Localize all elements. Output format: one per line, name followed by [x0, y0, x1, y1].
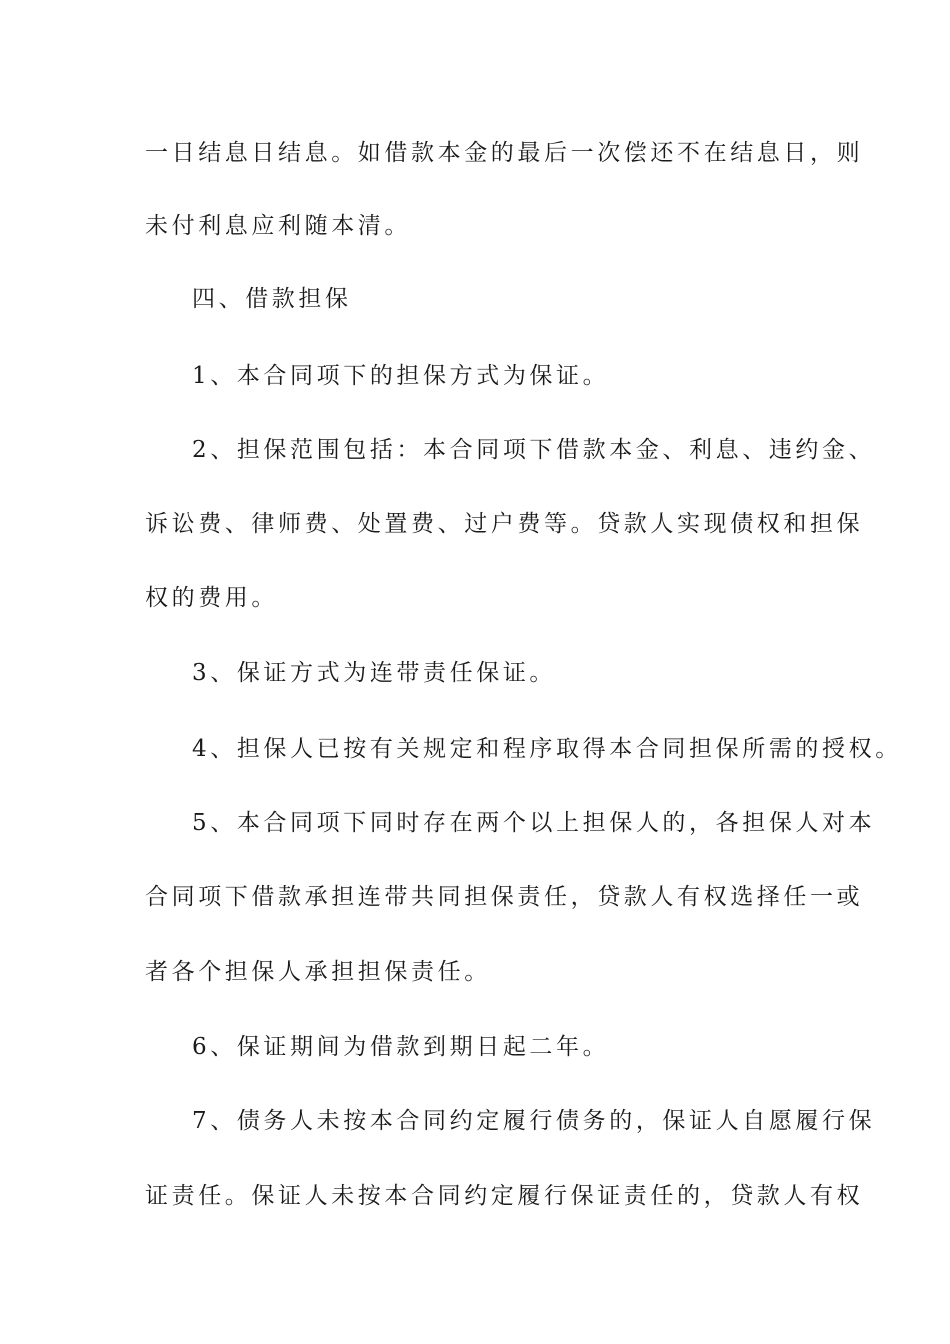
paragraph-line: 未付利息应利随本清。	[145, 213, 411, 239]
clause-7: 7、债务人未按本合同约定履行债务的，保证人自愿履行保	[192, 1108, 876, 1134]
section-heading: 四、借款担保	[192, 286, 352, 312]
paragraph-line: 证责任。保证人未按本合同约定履行保证责任的，贷款人有权	[145, 1183, 864, 1209]
paragraph-line: 诉讼费、律师费、处置费、过户费等。贷款人实现债权和担保	[145, 511, 864, 537]
clause-4: 4、担保人已按有关规定和程序取得本合同担保所需的授权。	[192, 736, 902, 762]
clause-6: 6、保证期间为借款到期日起二年。	[192, 1034, 610, 1060]
paragraph-line: 一日结息日结息。如借款本金的最后一次偿还不在结息日，则	[145, 140, 864, 166]
paragraph-line: 权的费用。	[145, 585, 278, 611]
clause-5: 5、本合同项下同时存在两个以上担保人的，各担保人对本	[192, 810, 876, 836]
clause-1: 1、本合同项下的担保方式为保证。	[192, 363, 610, 389]
paragraph-line: 合同项下借款承担连带共同担保责任，贷款人有权选择任一或	[145, 884, 864, 910]
paragraph-line: 者各个担保人承担担保责任。	[145, 959, 491, 985]
clause-3: 3、保证方式为连带责任保证。	[192, 660, 557, 686]
clause-2: 2、担保范围包括：本合同项下借款本金、利息、违约金、	[192, 437, 876, 463]
